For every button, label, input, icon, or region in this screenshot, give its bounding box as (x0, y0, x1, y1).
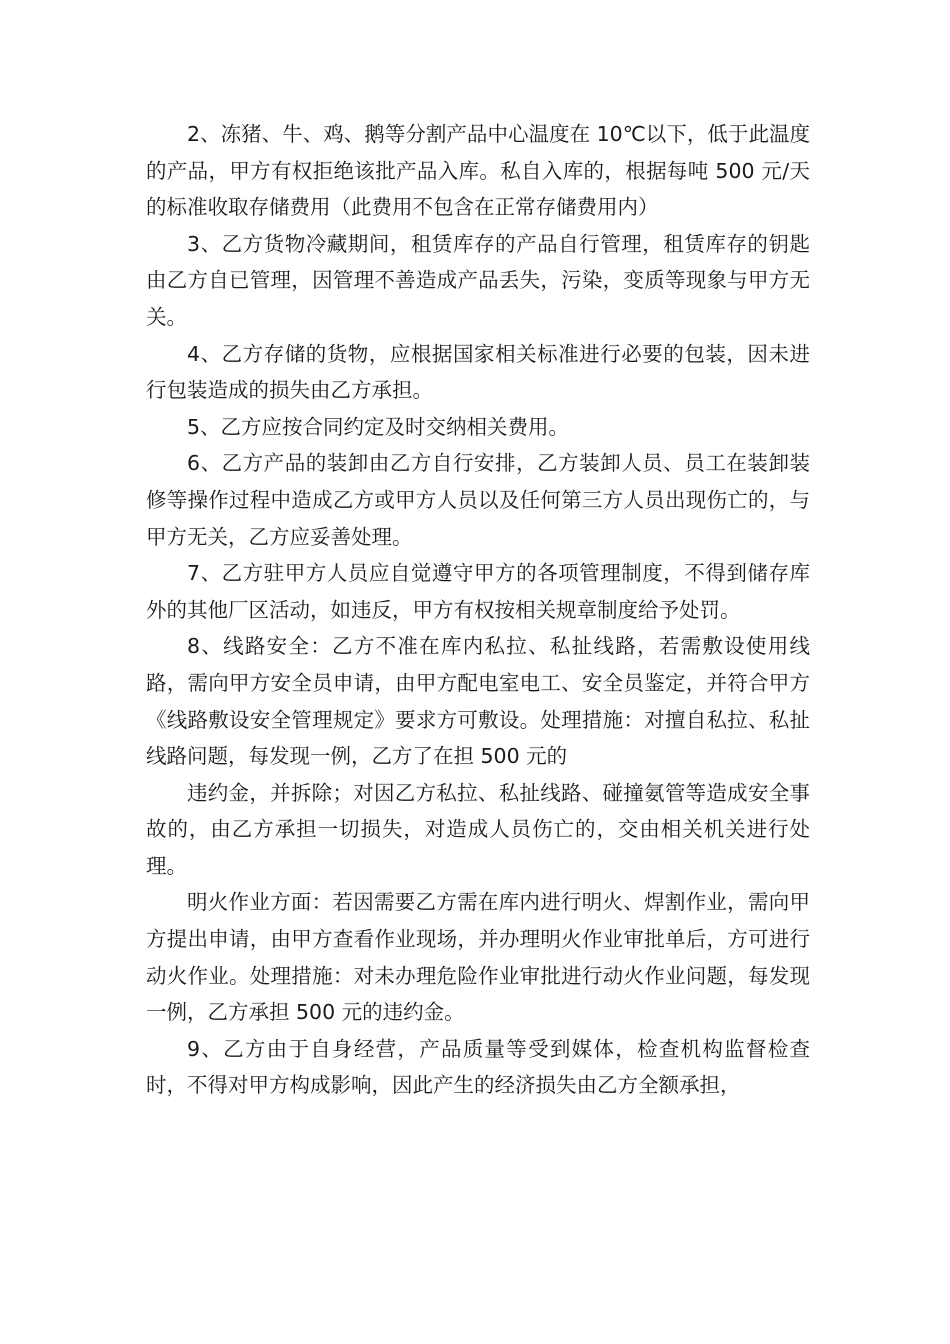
clause-9-paragraph: 9、乙方由于自身经营，产品质量等受到媒体，检查机构监督检查时，不得对甲方构成影响，因此产生的经济损失由乙方全额承担， (146, 1036, 810, 1098)
document-body (146, 116, 810, 1104)
clause-8-continuation-paragraph: 违约金，并拆除；对因乙方私拉、私扯线路、碰撞氨管等造成安全事故的，由乙方承担一切损失，对造成人员伤亡的，交由相关机关进行处理。 (146, 780, 810, 878)
clause-6-paragraph: 6、乙方产品的装卸由乙方自行安排，乙方装卸人员、员工在装卸装修等操作过程中造成乙方或甲方人员以及任何第三方人员出现伤亡的，与甲方无关，乙方应妥善处理。 (146, 451, 810, 549)
clause-2-paragraph: 2、冻猪、牛、鸡、鹅等分割产品中心温度在 10℃以下，低于此温度的产品，甲方有权拒绝该批产品入库。私自入库的，根据每吨 500 元/天的标准收取存储费用（此费用不包含在正常存储费用内） (146, 122, 810, 220)
clause-8-paragraph: 8、线路安全：乙方不准在库内私拉、私扯线路，若需敷设使用线路，需向甲方安全员申请，由甲方配电室电工、安全员鉴定，并符合甲方《线路敷设安全管理规定》要求方可敷设。处理措施：对擅自私拉、私扯线路问题，每发现一例，乙方了在担 500 元的 (146, 634, 810, 769)
clause-4-paragraph: 4、乙方存储的货物，应根据国家相关标准进行必要的包装，因未进行包装造成的损失由乙方承担。 (146, 341, 810, 403)
clause-5-paragraph: 5、乙方应按合同约定及时交纳相关费用。 (187, 414, 570, 439)
open-flame-paragraph: 明火作业方面：若因需要乙方需在库内进行明火、焊割作业，需向甲方提出申请，由甲方查看作业现场，并办理明火作业审批单后，方可进行动火作业。处理措施：对未办理危险作业审批进行动火作业问题，每发现一例，乙方承担 500 元的违约金。 (146, 890, 810, 1025)
clause-7-paragraph: 7、乙方驻甲方人员应自觉遵守甲方的各项管理制度，不得到储存库外的其他厂区活动，如违反，甲方有权按相关规章制度给予处罚。 (146, 561, 810, 622)
clause-3-paragraph: 3、乙方货物冷藏期间，租赁库存的产品自行管理，租赁库存的钥匙由乙方自已管理，因管理不善造成产品丢失，污染，变质等现象与甲方无关。 (146, 231, 810, 329)
